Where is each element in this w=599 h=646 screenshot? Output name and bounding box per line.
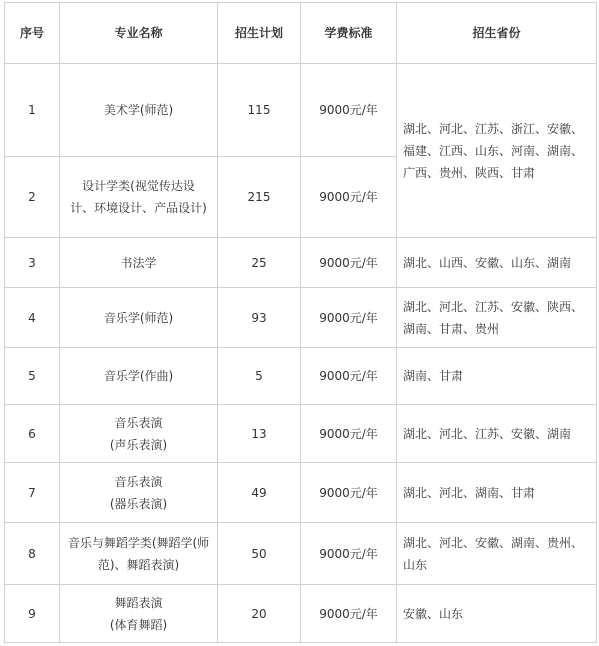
major-line: 范)、舞蹈表演) (97, 557, 180, 572)
row-index: 8 (5, 523, 60, 585)
row-index: 7 (5, 463, 60, 523)
admissions-table (4, 2, 597, 643)
header-row (5, 3, 597, 64)
header-plan: 招生计划 (218, 3, 301, 64)
row-fee: 9000元/年 (301, 585, 397, 643)
major-line: 音乐与舞蹈学类(舞蹈学(师 (67, 535, 210, 550)
row-major (60, 405, 218, 463)
header-provinces: 招生省份 (397, 3, 597, 64)
table-row (5, 64, 597, 157)
major-line: 书法学 (120, 255, 157, 270)
row-fee: 9000元/年 (301, 157, 397, 238)
major-line: 音乐表演 (114, 474, 163, 489)
row-fee: 9000元/年 (301, 405, 397, 463)
row-major (60, 463, 218, 523)
row-provinces: 安徽、山东 (397, 585, 597, 643)
row-major (60, 585, 218, 643)
row-index: 4 (5, 288, 60, 348)
header-index: 序号 (5, 3, 60, 64)
row-major (60, 157, 218, 238)
row-index: 2 (5, 157, 60, 238)
table-row (5, 585, 597, 643)
row-major (60, 64, 218, 157)
table-row (5, 348, 597, 405)
major-line: 计、环境设计、产品设计) (70, 201, 207, 215)
table-row (5, 238, 597, 288)
row-fee: 9000元/年 (301, 523, 397, 585)
major-line: 音乐学(作曲) (103, 369, 174, 383)
row-plan: 25 (218, 238, 301, 288)
row-provinces: 湖南、甘肃 (397, 348, 597, 405)
row-plan: 13 (218, 405, 301, 463)
major-line: (声乐表演) (109, 437, 168, 452)
row-provinces: 湖北、河北、江苏、浙江、安徽、福建、江西、山东、河南、湖南、广西、贵州、陕西、甘肃 (397, 64, 597, 238)
row-major (60, 348, 218, 405)
row-index: 3 (5, 238, 60, 288)
row-major (60, 288, 218, 348)
row-fee: 9000元/年 (301, 288, 397, 348)
table-row (5, 288, 597, 348)
row-provinces: 湖北、河北、江苏、安徽、湖南 (397, 405, 597, 463)
row-major (60, 523, 218, 585)
row-index: 5 (5, 348, 60, 405)
row-plan: 49 (218, 463, 301, 523)
major-line: 音乐学(师范) (103, 310, 174, 325)
major-line: 音乐表演 (114, 415, 163, 430)
table-row (5, 523, 597, 585)
major-line: (器乐表演) (109, 496, 168, 511)
row-index: 9 (5, 585, 60, 643)
row-plan: 20 (218, 585, 301, 643)
row-fee: 9000元/年 (301, 463, 397, 523)
row-plan: 93 (218, 288, 301, 348)
row-major (60, 238, 218, 288)
row-plan: 115 (218, 64, 301, 157)
row-fee: 9000元/年 (301, 348, 397, 405)
row-plan: 50 (218, 523, 301, 585)
row-provinces: 湖北、河北、湖南、甘肃 (397, 463, 597, 523)
row-provinces: 湖北、山西、安徽、山东、湖南 (397, 238, 597, 288)
major-line: (体育舞蹈) (109, 617, 168, 632)
major-line: 舞蹈表演 (114, 595, 163, 610)
major-line: 设计学类(视觉传达设 (82, 179, 195, 193)
table-row (5, 405, 597, 463)
row-plan: 215 (218, 157, 301, 238)
table-row (5, 463, 597, 523)
row-index: 1 (5, 64, 60, 157)
row-plan: 5 (218, 348, 301, 405)
row-fee: 9000元/年 (301, 238, 397, 288)
header-major: 专业名称 (60, 3, 218, 64)
row-provinces: 湖北、河北、安徽、湖南、贵州、山东 (397, 523, 597, 585)
row-index: 6 (5, 405, 60, 463)
row-fee: 9000元/年 (301, 64, 397, 157)
header-fee: 学费标准 (301, 3, 397, 64)
major-line: 美术学(师范) (103, 103, 174, 117)
row-provinces: 湖北、河北、江苏、安徽、陕西、湖南、甘肃、贵州 (397, 288, 597, 348)
